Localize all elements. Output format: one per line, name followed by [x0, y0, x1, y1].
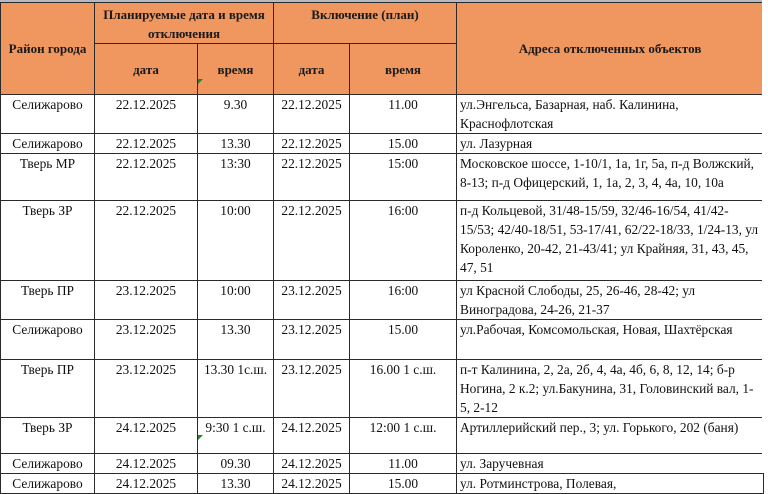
cell-off-time[interactable]: 13.30: [198, 474, 274, 494]
cell-district[interactable]: Тверь МР: [1, 154, 95, 201]
table-row: [1, 281, 764, 320]
cell-district[interactable]: Тверь ЗР: [1, 418, 95, 454]
table-row: [1, 320, 764, 360]
cell-on-time[interactable]: 15:00: [350, 154, 457, 201]
table-row: [1, 454, 764, 474]
cell-on-time[interactable]: 12:00 1 с.ш.: [350, 418, 457, 454]
cell-on-time[interactable]: 16:00: [350, 281, 457, 320]
cell-addresses[interactable]: п-т Калинина, 2, 2а, 2б, 4, 4а, 4б, 6, 8, 12, 14; б-р Ногина, 2 к.2; ул.Бакунина, 31, Головинский вал, 1-5, 2-12: [457, 360, 764, 418]
cell-addresses[interactable]: Артиллерийский пер., 3; ул. Горького, 202 (баня): [457, 418, 764, 454]
cell-off-date[interactable]: 23.12.2025: [95, 320, 198, 360]
header-off-date[interactable]: дата: [95, 44, 198, 95]
header-planned-on[interactable]: Включение (план): [274, 3, 457, 44]
cell-district[interactable]: Селижарово: [1, 454, 95, 474]
cell-district[interactable]: Тверь ПР: [1, 360, 95, 418]
cell-on-date[interactable]: 23.12.2025: [274, 360, 350, 418]
cell-off-time[interactable]: 10:00: [198, 201, 274, 281]
cell-off-date[interactable]: 23.12.2025: [95, 281, 198, 320]
cell-on-date[interactable]: 22.12.2025: [274, 201, 350, 281]
cell-off-time[interactable]: 10:00: [198, 281, 274, 320]
cell-off-time[interactable]: 9.30: [198, 95, 274, 134]
header-on-date[interactable]: дата: [274, 44, 350, 95]
cell-district[interactable]: Тверь ПР: [1, 281, 95, 320]
cell-off-date[interactable]: 22.12.2025: [95, 201, 198, 281]
table-row: [1, 134, 764, 154]
table-row: [1, 201, 764, 281]
cell-on-date[interactable]: 23.12.2025: [274, 320, 350, 360]
table-row: [1, 474, 764, 494]
cell-off-time[interactable]: 13.30: [198, 134, 274, 154]
cell-note-marker: [198, 79, 203, 84]
cell-on-date[interactable]: 22.12.2025: [274, 134, 350, 154]
table-row: [1, 360, 764, 418]
cell-addresses[interactable]: ул. Заручевная: [457, 454, 764, 474]
cell-district[interactable]: Селижарово: [1, 134, 95, 154]
cell-on-date[interactable]: 24.12.2025: [274, 474, 350, 494]
cell-off-time[interactable]: 13:30: [198, 154, 274, 201]
cell-on-date[interactable]: 24.12.2025: [274, 418, 350, 454]
cell-on-time[interactable]: 15.00: [350, 134, 457, 154]
outage-schedule-table: [0, 2, 764, 494]
cell-addresses[interactable]: ул Красной Слободы, 25, 26-46, 28-42; ул Виноградова, 24-26, 21-37: [457, 281, 764, 320]
cell-addresses[interactable]: ул.Энгельса, Базарная, наб. Калинина, Краснофлотская: [457, 95, 764, 134]
header-addresses[interactable]: Адреса отключенных объектов: [457, 3, 764, 95]
cell-on-date[interactable]: 22.12.2025: [274, 154, 350, 201]
cell-addresses[interactable]: п-д Кольцевой, 31/48-15/59, 32/46-16/54, 41/42-15/53; 42/40-18/51, 53-17/41, 62/22-18/33, 1/24-13, ул Короленко, 20-42, 21-43/41; ул Крайняя, 31, 43, 45, 47, 51: [457, 201, 764, 281]
cell-on-date[interactable]: 22.12.2025: [274, 95, 350, 134]
cell-district[interactable]: Селижарово: [1, 95, 95, 134]
header-on-time[interactable]: время: [350, 44, 457, 95]
cell-on-time[interactable]: 15.00: [350, 474, 457, 494]
table-row: [1, 154, 764, 201]
cell-on-time[interactable]: 11.00: [350, 95, 457, 134]
header-row-group: [1, 3, 764, 44]
cell-off-date[interactable]: 24.12.2025: [95, 474, 198, 494]
cell-off-time[interactable]: 13.30: [198, 320, 274, 360]
cell-addresses[interactable]: ул.Рабочая, Комсомольская, Новая, Шахтёрская: [457, 320, 764, 360]
cell-off-date[interactable]: 22.12.2025: [95, 95, 198, 134]
cell-off-date[interactable]: 22.12.2025: [95, 134, 198, 154]
cell-on-time[interactable]: 16.00 1 с.ш.: [350, 360, 457, 418]
table-row: [1, 418, 764, 454]
header-district[interactable]: Район города: [1, 3, 95, 95]
cell-on-time[interactable]: 16:00: [350, 201, 457, 281]
cell-on-time[interactable]: 15.00: [350, 320, 457, 360]
right-margin: [762, 0, 768, 473]
table-row: [1, 95, 764, 134]
cell-addresses[interactable]: ул. Лазурная: [457, 134, 764, 154]
cell-off-time[interactable]: 13.30 1с.ш.: [198, 360, 274, 418]
cell-addresses[interactable]: Московское шоссе, 1-10/1, 1а, 1г, 5а, п-д Волжский, 8-13; п-д Офицерский, 1, 1а, 2, 3, 4, 4а, 10, 10а: [457, 154, 764, 201]
cell-off-time[interactable]: 09.30: [198, 454, 274, 474]
cell-on-date[interactable]: 23.12.2025: [274, 281, 350, 320]
cell-district[interactable]: Тверь ЗР: [1, 201, 95, 281]
cell-addresses[interactable]: ул. Ротминстрова, Полевая,: [457, 474, 764, 494]
cell-district[interactable]: Селижарово: [1, 320, 95, 360]
cell-note-marker: [198, 435, 203, 440]
cell-off-date[interactable]: 24.12.2025: [95, 454, 198, 474]
cell-on-time[interactable]: 11.00: [350, 454, 457, 474]
cell-on-date[interactable]: 24.12.2025: [274, 454, 350, 474]
cell-off-time[interactable]: 9:30 1 с.ш.: [198, 418, 274, 454]
cell-district[interactable]: Селижарово: [1, 474, 95, 494]
cell-off-date[interactable]: 24.12.2025: [95, 418, 198, 454]
cell-off-date[interactable]: 22.12.2025: [95, 154, 198, 201]
cell-off-date[interactable]: 23.12.2025: [95, 360, 198, 418]
header-off-time[interactable]: время: [198, 44, 274, 95]
header-planned-off[interactable]: Планируемые дата и время отключения: [95, 3, 274, 44]
